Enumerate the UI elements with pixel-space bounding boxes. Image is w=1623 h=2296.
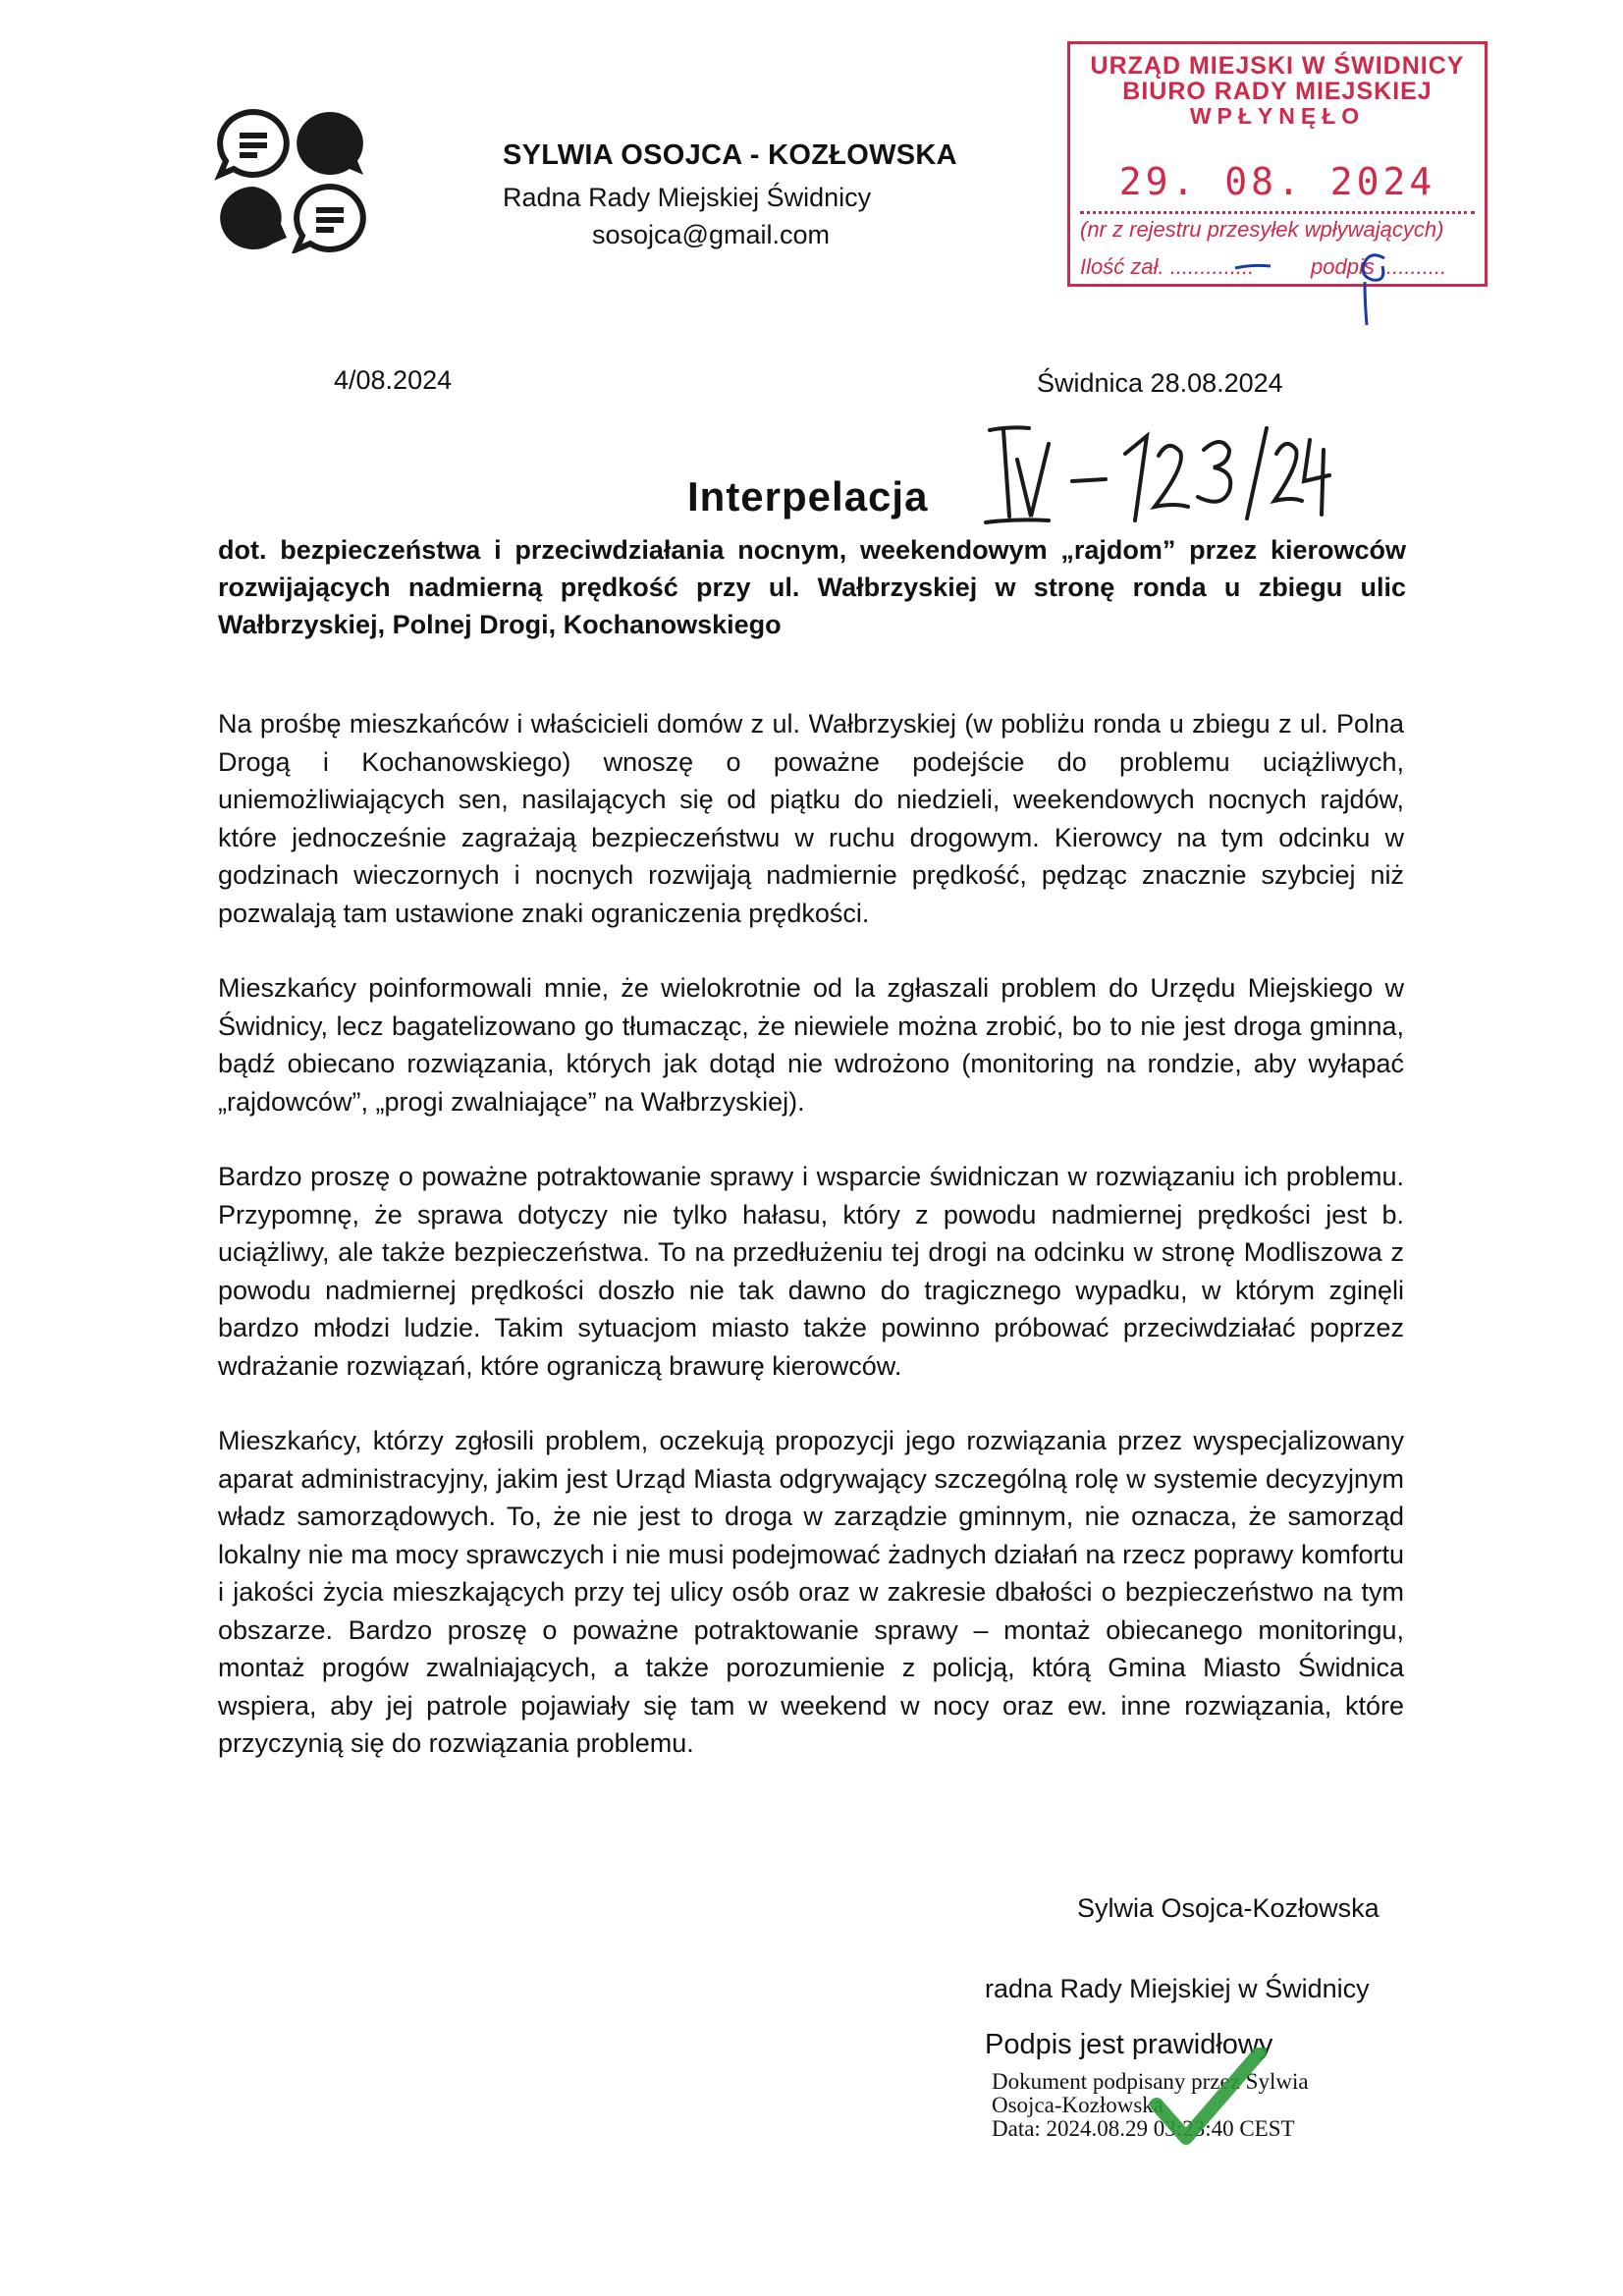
place-date: Świdnica 28.08.2024 — [1037, 368, 1283, 398]
paragraph-3: Bardzo proszę o poważne potraktowanie sprawy i wsparcie świdniczan w rozwiązaniu ich problemu. Przypomnę, że sprawa dotyczy nie tylko hałasu, który z powodu nadmiernej prędkości jest b. uciążliwy, ale także bezpieczeństwa. To na przedłużeniu tej drogi na odcinku w stronę Modliszowa z powodu nadmiernej prędkości doszło nie tak dawno do tragicznego wypadku, w którym zginęli bardzo młodzi ludzie. Takim sytuacjom miasto także powinno próbować przeciwdziałać poprzez wdrażanie rozwiązań, które ograniczą brawurę kierowców. — [218, 1162, 1404, 1381]
author-name: SYLWIA OSOJCA - KOZŁOWSKA — [503, 139, 957, 171]
reference-number: 4/08.2024 — [334, 365, 453, 395]
signature-name: Sylwia Osojca-Kozłowska — [1077, 1893, 1380, 1923]
letter-body — [218, 705, 1404, 1800]
digital-signature-line1: Dokument podpisany przez Sylwia — [992, 2069, 1309, 2094]
subject-line: dot. bezpieczeństwa i przeciwdziałania nocnym, weekendowym „rajdom” przez kierowców rozwijających nadmierną prędkość przy ul. Wałbrzyskiej w stronę ronda u zbiegu ulic Wałbrzyskiej, Polnej Drogi, Kochanowskiego — [218, 535, 1406, 639]
paragraph-4: Mieszkańcy, którzy zgłosili problem, oczekują propozycji jego rozwiązania przez wyspecjalizowany aparat administracyjny, jakim jest Urząd Miasta odgrywający szczególną rolę w systemie decyzyjnym władz samorządowych. To, że nie jest to droga w zarządzie gminnym, nie oznacza, że samorząd lokalny nie ma mocy sprawczych i nie musi podejmować żadnych działań na rzecz poprawy komfortu i jakości życia mieszkających przy tej ulicy osób oraz w zakresie dbałości o bezpieczeństwo na tym obszarze. Bardzo proszę o poważne potraktowanie sprawy – montaż obiecanego monitoringu, montaż progów zwalniających, a także porozumienie z policją, którą Gmina Miasto Świdnica wspiera, aby jej patrole pojawiały się tam w weekend w nocy oraz ew. inne rozwiązania, które przyczynią się do rozwiązania problemu. — [218, 1426, 1404, 1758]
author-email: sosojca@gmail.com — [592, 220, 830, 249]
digital-signature-line2: Osojca-Kozłowska — [992, 2093, 1164, 2117]
receipt-stamp — [1067, 41, 1488, 287]
stamp-signature: podpis ........... — [1311, 254, 1447, 279]
stamp-divider — [1080, 211, 1475, 214]
handwritten-mark — [1168, 239, 1483, 327]
stamp-office: URZĄD MIEJSKI W ŚWIDNICY — [1090, 52, 1465, 80]
stamp-department: BIURO RADY MIEJSKIEJ — [1122, 78, 1433, 105]
paragraph-2: Mieszkańcy poinformowali mnie, że wielokrotnie od la zgłaszali problem do Urzędu Miejskiego w Świdnicy, lecz bagatelizowano go tłumacząc, że niewiele można zrobić, bo to nie jest droga gminna, bądź obiecano rozwiązania, których jak dotąd nie wdrożono (monitoring na rondzie, aby wyłapać „rajdowców”, „progi zwalniające” na Wałbrzyskiej). — [218, 973, 1404, 1117]
document-title: Interpelacja — [687, 473, 929, 519]
stamp-received: WPŁYNĘŁO — [1189, 103, 1366, 129]
stamp-registry: (nr z rejestru przesyłek wpływających) — [1080, 217, 1444, 242]
digital-signature-line3: Data: 2024.08.29 03:23:40 CEST — [992, 2116, 1295, 2141]
paragraph-1: Na prośbę mieszkańców i właścicieli domów z ul. Wałbrzyskiej (w pobliżu ronda u zbiegu z ul. Polna Drogą i Kochanowskiego) wnoszę o poważne podejście do problemu uciążliwych, uniemożliwiających sen, nasilających się od piątku do niedzieli, weekendowych nocnych rajdów, które jednocześnie zagrażają bezpieczeństwu w ruchu drogowym. Kierowcy na tym odcinku w godzinach wieczornych i nocnych rozwijają nadmiernie prędkość, pędząc znacznie szybciej niż pozwalają tam ustawione znaki ograniczenia prędkości. — [218, 709, 1404, 928]
stamp-attachments: Ilość zał. .............. — [1080, 254, 1255, 279]
digital-signature-status: Podpis jest prawidłowy — [985, 2029, 1273, 2060]
speech-bubbles-icon — [214, 106, 371, 253]
checkmark-icon — [1149, 2048, 1267, 2146]
author-role: Radna Rady Miejskiej Świdnicy — [503, 183, 872, 212]
handwritten-case-number — [982, 420, 1335, 528]
stamp-date: 29. 08. 2024 — [1118, 160, 1436, 203]
signature-role: radna Rady Miejskiej w Świdnicy — [985, 1974, 1370, 2003]
